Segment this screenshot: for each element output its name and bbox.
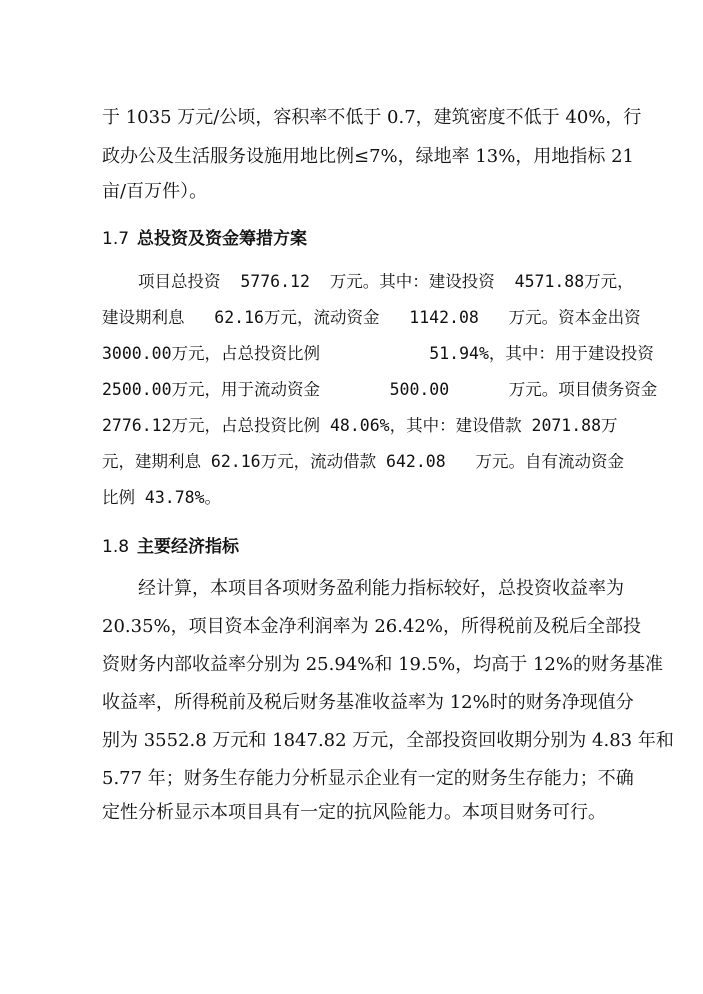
section-number: 1.8 [102, 537, 130, 557]
investment-line-4: 2500.00万元，用于流动资金 500.00 万元。项目债务资金 [102, 380, 658, 399]
intro-line-2: 政办公及生活服务设施用地比例≤7%，绿地率 13%，用地指标 21 [102, 146, 634, 167]
section-number: 1.7 [102, 229, 130, 249]
indicator-line-7: 定性分析显示本项目具有一定的抗风险能力。本项目财务可行。 [102, 802, 606, 823]
intro-line-3: 亩/百万件）。 [102, 181, 208, 202]
investment-line-5: 2776.12万元，占总投资比例 48.06%，其中：建设借款 2071.88万 [102, 416, 618, 435]
indicator-line-4: 收益率，所得税前及税后财务基准收益率为 12%时的财务净现值分 [102, 692, 634, 713]
investment-line-7: 比例 43.78%。 [102, 488, 222, 507]
indicator-line-6: 5.77 年；财务生存能力分析显示企业有一定的财务生存能力；不确 [102, 768, 634, 789]
intro-line-1: 于 1035 万元/公顷，容积率不低于 0.7，建筑密度不低于 40%，行 [102, 107, 642, 128]
investment-line-3: 3000.00万元，占总投资比例 51.94%，其中：用于建设投资 [102, 344, 654, 363]
investment-line-6: 元，建期利息 62.16万元，流动借款 642.08 万元。自有流动资金 [102, 452, 624, 471]
investment-line-2: 建设期利息 62.16万元，流动资金 1142.08 万元。资本金出资 [102, 308, 641, 327]
section-heading-1-7 [102, 227, 307, 251]
section-heading-1-8 [102, 535, 239, 559]
indicator-line-5: 别为 3552.8 万元和 1847.82 万元，全部投资回收期分别为 4.83 年和 [102, 730, 674, 751]
indicator-line-1: 经计算，本项目各项财务盈利能力指标较好，总投资收益率为 [138, 578, 624, 599]
section-title: 总投资及资金筹措方案 [137, 229, 308, 249]
investment-line-1: 项目总投资 5776.12 万元。其中：建设投资 4571.88万元， [138, 272, 634, 291]
section-title: 主要经济指标 [137, 537, 240, 557]
indicator-line-3: 资财务内部收益率分别为 25.94%和 19.5%，均高于 12%的财务基准 [102, 654, 663, 675]
indicator-line-2: 20.35%，项目资本金净利润率为 26.42%，所得税前及税后全部投 [102, 616, 641, 637]
